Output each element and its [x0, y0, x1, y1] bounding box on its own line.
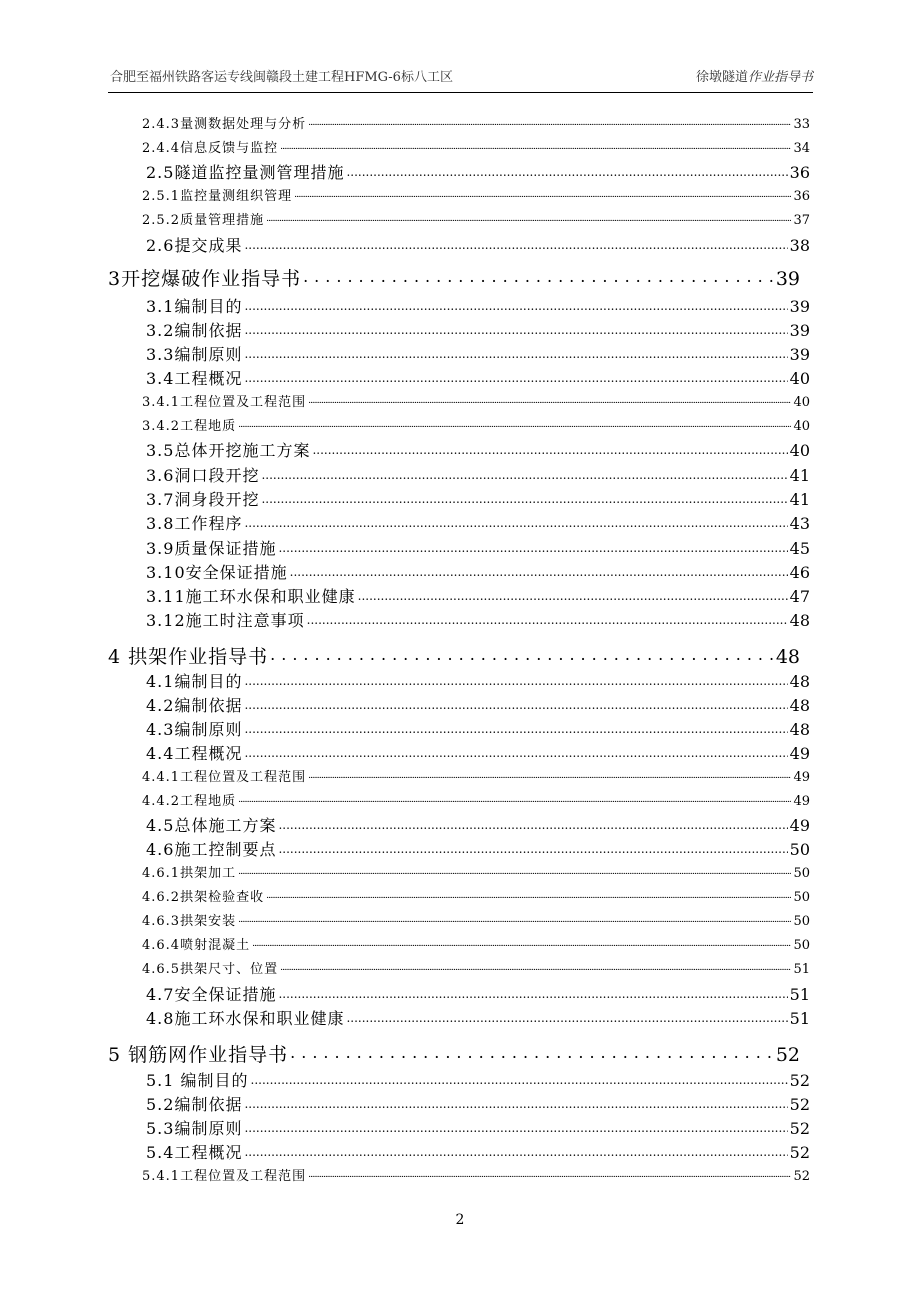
- toc-entry[interactable]: [142, 960, 810, 976]
- toc-entry-page: 52: [775, 1044, 800, 1066]
- toc-entry[interactable]: [142, 768, 810, 784]
- toc-entry-page: 41: [789, 490, 810, 509]
- toc-dot-leader: [280, 960, 791, 973]
- toc-entry-page: 50: [793, 866, 810, 881]
- toc-entry-page: 52: [789, 1143, 810, 1162]
- toc-entry[interactable]: [142, 115, 810, 131]
- toc-entry-title: 3.7洞身段开挖: [146, 490, 260, 509]
- toc-entry[interactable]: [142, 936, 810, 952]
- toc-entry[interactable]: [142, 864, 810, 880]
- toc-entry[interactable]: [146, 610, 810, 629]
- toc-entry[interactable]: [146, 719, 810, 738]
- toc-entry-page: 36: [789, 163, 810, 182]
- toc-dot-leader: [307, 610, 788, 626]
- toc-entry-page: 48: [789, 672, 810, 691]
- toc-entry[interactable]: [146, 368, 810, 387]
- toc-entry-title: 3.2编制依据: [146, 321, 243, 340]
- toc-entry-title: 3.5总体开挖施工方案: [146, 441, 311, 460]
- toc-dot-leader: [308, 1167, 791, 1180]
- toc-entry-page: 52: [789, 1119, 810, 1138]
- page-header: [108, 62, 813, 93]
- toc-entry[interactable]: [146, 586, 810, 605]
- header-guide-label: 作业指导书: [747, 70, 813, 85]
- toc-entry-title: 3.4工程概况: [146, 369, 243, 388]
- toc-dot-leader: [278, 984, 787, 1000]
- toc-entry-title: 4.6.4喷射混凝土: [142, 938, 251, 953]
- toc-entry[interactable]: [146, 1142, 810, 1161]
- toc-entry-page: 33: [793, 117, 810, 132]
- toc-entry[interactable]: [142, 1167, 810, 1183]
- toc-entry-page: 39: [789, 297, 810, 316]
- toc-dot-leader: [244, 719, 787, 735]
- toc-dot-leader: [244, 235, 787, 251]
- toc-entry-page: 39: [789, 321, 810, 340]
- toc-entry[interactable]: [108, 644, 800, 667]
- toc-dot-leader: [294, 187, 791, 200]
- toc-entry-title: 4.6.3拱架安装: [142, 914, 237, 929]
- toc-dot-leader: [238, 417, 791, 430]
- toc-dot-leader: [278, 815, 787, 831]
- toc-dot-leader: [308, 393, 791, 406]
- toc-entry-page: 41: [789, 466, 810, 485]
- toc-dot-leader: [358, 586, 788, 602]
- toc-dot-leader: [238, 912, 791, 925]
- toc-entry-page: 52: [793, 1169, 810, 1184]
- toc-entry[interactable]: [146, 984, 810, 1003]
- header-tunnel-name: 徐墩隧道: [695, 70, 748, 85]
- toc-dot-leader: [244, 513, 787, 529]
- toc-dot-leader: [261, 465, 787, 481]
- toc-entry[interactable]: [146, 538, 810, 557]
- toc-entry-title: 2.5.2质量管理措施: [142, 213, 265, 228]
- toc-entry[interactable]: [146, 513, 810, 532]
- toc-entry-title: 2.5.1监控量测组织管理: [142, 189, 293, 204]
- toc-entry-title: 3.1编制目的: [146, 297, 243, 316]
- toc-entry[interactable]: [146, 296, 810, 315]
- toc-entry-page: 40: [789, 441, 810, 460]
- toc-entry-title: 4.6.1拱架加工: [142, 866, 237, 881]
- toc-dot-leader: [270, 644, 774, 663]
- toc-dot-leader: [238, 864, 791, 877]
- toc-entry-page: 36: [793, 189, 810, 204]
- toc-dot-leader: [244, 695, 787, 711]
- toc-dot-leader: [278, 538, 787, 554]
- toc-entry-page: 48: [789, 720, 810, 739]
- toc-entry[interactable]: [142, 888, 810, 904]
- toc-dot-leader: [251, 1070, 788, 1086]
- toc-entry-title: 5.1 编制目的: [146, 1071, 249, 1090]
- toc-entry-page: 48: [789, 696, 810, 715]
- toc-entry-title: 3开挖爆破作业指导书: [108, 268, 302, 290]
- toc-dot-leader: [346, 1008, 787, 1024]
- toc-entry-page: 40: [793, 395, 810, 410]
- toc-entry-page: 46: [789, 563, 810, 582]
- toc-entry-page: 45: [789, 539, 810, 558]
- toc-entry-page: 51: [789, 1009, 810, 1028]
- toc-entry-title: 4.6施工控制要点: [146, 840, 277, 859]
- toc-entry[interactable]: [146, 1118, 810, 1137]
- toc-entry-title: 4.6.5拱架尺寸、位置: [142, 962, 279, 977]
- toc-dot-leader: [261, 489, 787, 505]
- toc-entry-title: 5.4.1工程位置及工程范围: [142, 1169, 307, 1184]
- toc-entry-title: 3.6洞口段开挖: [146, 466, 260, 485]
- toc-entry[interactable]: [146, 344, 810, 363]
- toc-entry-page: 51: [789, 985, 810, 1004]
- toc-dot-leader: [252, 936, 791, 949]
- toc-dot-leader: [346, 162, 787, 178]
- toc-entry[interactable]: [146, 320, 810, 339]
- toc-entry-page: 47: [789, 587, 810, 606]
- toc-dot-leader: [244, 1094, 787, 1110]
- toc-dot-leader: [312, 440, 787, 456]
- toc-entry-page: 39: [775, 268, 800, 290]
- toc-entry-title: 3.10安全保证措施: [146, 563, 288, 582]
- toc-entry-title: 4.3编制原则: [146, 720, 243, 739]
- toc-entry[interactable]: [146, 465, 810, 484]
- toc-entry[interactable]: [142, 139, 810, 155]
- toc-entry-title: 3.8工作程序: [146, 514, 243, 533]
- header-doc-title: [696, 66, 813, 85]
- toc-entry[interactable]: [142, 393, 810, 409]
- toc-entry-title: 5.4工程概况: [146, 1143, 243, 1162]
- toc-entry[interactable]: [146, 815, 810, 834]
- toc-dot-leader: [290, 562, 788, 578]
- toc-entry-title: 3.12施工时注意事项: [146, 611, 305, 630]
- toc-entry-title: 4.2编制依据: [146, 696, 243, 715]
- toc-dot-leader: [244, 1118, 787, 1134]
- toc-entry[interactable]: [108, 266, 800, 289]
- toc-entry-page: 49: [793, 770, 810, 785]
- toc-entry[interactable]: [108, 1042, 800, 1065]
- header-project-title: 合肥至福州铁路客运专线闽赣段土建工程HFMG-6标八工区: [110, 70, 453, 85]
- toc-entry-page: 48: [775, 646, 800, 668]
- toc-entry[interactable]: [142, 792, 810, 808]
- toc-dot-leader: [308, 768, 791, 781]
- toc-dot-leader: [266, 211, 791, 224]
- toc-entry-page: 49: [793, 794, 810, 809]
- toc-entry-title: 4.4工程概况: [146, 744, 243, 763]
- toc-entry-title: 4.8施工环水保和职业健康: [146, 1009, 345, 1028]
- toc-entry-title: 3.4.2工程地质: [142, 419, 237, 434]
- toc-entry-page: 40: [793, 419, 810, 434]
- toc-entry[interactable]: [146, 162, 810, 181]
- toc-dot-leader: [238, 792, 791, 805]
- toc-dot-leader: [280, 139, 791, 152]
- toc-entry-title: 3.9质量保证措施: [146, 539, 277, 558]
- toc-entry-title: 4.7安全保证措施: [146, 985, 277, 1004]
- toc-entry-page: 52: [789, 1071, 810, 1090]
- toc-entry[interactable]: [146, 489, 810, 508]
- toc-entry[interactable]: [146, 562, 810, 581]
- toc-entry-page: 49: [789, 816, 810, 835]
- toc-entry[interactable]: [146, 839, 810, 858]
- toc-entry-page: 49: [789, 744, 810, 763]
- toc-entry-page: 50: [793, 938, 810, 953]
- toc-entry[interactable]: [146, 1070, 810, 1089]
- toc-entry-title: 4.4.1工程位置及工程范围: [142, 770, 307, 785]
- toc-entry-title: 2.6提交成果: [146, 236, 243, 255]
- toc-entry[interactable]: [146, 695, 810, 714]
- toc-entry[interactable]: [146, 440, 810, 459]
- toc-entry-title: 2.4.3量测数据处理与分析: [142, 117, 307, 132]
- toc-entry-title: 4.6.2拱架检验查收: [142, 890, 265, 905]
- toc-entry-title: 2.4.4信息反馈与监控: [142, 141, 279, 156]
- page-number: 2: [455, 1212, 465, 1228]
- toc-entry[interactable]: [146, 1094, 810, 1113]
- toc-entry-page: 51: [793, 962, 810, 977]
- toc-entry-title: 4.1编制目的: [146, 672, 243, 691]
- toc-entry-title: 5 钢筋网作业指导书: [108, 1044, 289, 1066]
- toc-dot-leader: [278, 839, 787, 855]
- toc-entry[interactable]: [146, 743, 810, 762]
- toc-entry-title: 4 拱架作业指导书: [108, 646, 269, 668]
- toc-entry-page: 48: [789, 611, 810, 630]
- toc-dot-leader: [244, 1142, 787, 1158]
- toc-entry-page: 43: [789, 514, 810, 533]
- toc-entry-page: 50: [789, 840, 810, 859]
- toc-entry-title: 3.11施工环水保和职业健康: [146, 587, 356, 606]
- toc-entry-page: 39: [789, 345, 810, 364]
- toc-entry-title: 4.4.2工程地质: [142, 794, 237, 809]
- toc-dot-leader: [244, 320, 787, 336]
- toc-entry-title: 4.5总体施工方案: [146, 816, 277, 835]
- toc-entry[interactable]: [146, 235, 810, 254]
- toc-dot-leader: [244, 671, 787, 687]
- toc-dot-leader: [244, 296, 787, 312]
- toc-entry-title: 3.4.1工程位置及工程范围: [142, 395, 307, 410]
- toc-dot-leader: [303, 266, 774, 285]
- toc-dot-leader: [308, 115, 791, 128]
- toc-dot-leader: [266, 888, 791, 901]
- toc-entry-page: 40: [789, 369, 810, 388]
- toc-entry[interactable]: [146, 671, 810, 690]
- toc-entry-page: 50: [793, 914, 810, 929]
- toc-entry-page: 50: [793, 890, 810, 905]
- toc-entry[interactable]: [142, 417, 810, 433]
- toc-entry[interactable]: [142, 187, 810, 203]
- toc-entry-title: 3.3编制原则: [146, 345, 243, 364]
- toc-dot-leader: [244, 368, 787, 384]
- toc-entry-page: 34: [793, 141, 810, 156]
- toc-entry-page: 37: [793, 213, 810, 228]
- toc-dot-leader: [290, 1042, 774, 1061]
- toc-entry-title: 2.5隧道监控量测管理措施: [146, 163, 345, 182]
- toc-entry[interactable]: [146, 1008, 810, 1027]
- toc-entry[interactable]: [142, 912, 810, 928]
- toc-entry[interactable]: [142, 211, 810, 227]
- toc-entry-page: 38: [789, 236, 810, 255]
- toc-dot-leader: [244, 344, 787, 360]
- toc-entry-title: 5.2编制依据: [146, 1095, 243, 1114]
- toc-entry-page: 52: [789, 1095, 810, 1114]
- toc-dot-leader: [244, 743, 787, 759]
- toc-entry-title: 5.3编制原则: [146, 1119, 243, 1138]
